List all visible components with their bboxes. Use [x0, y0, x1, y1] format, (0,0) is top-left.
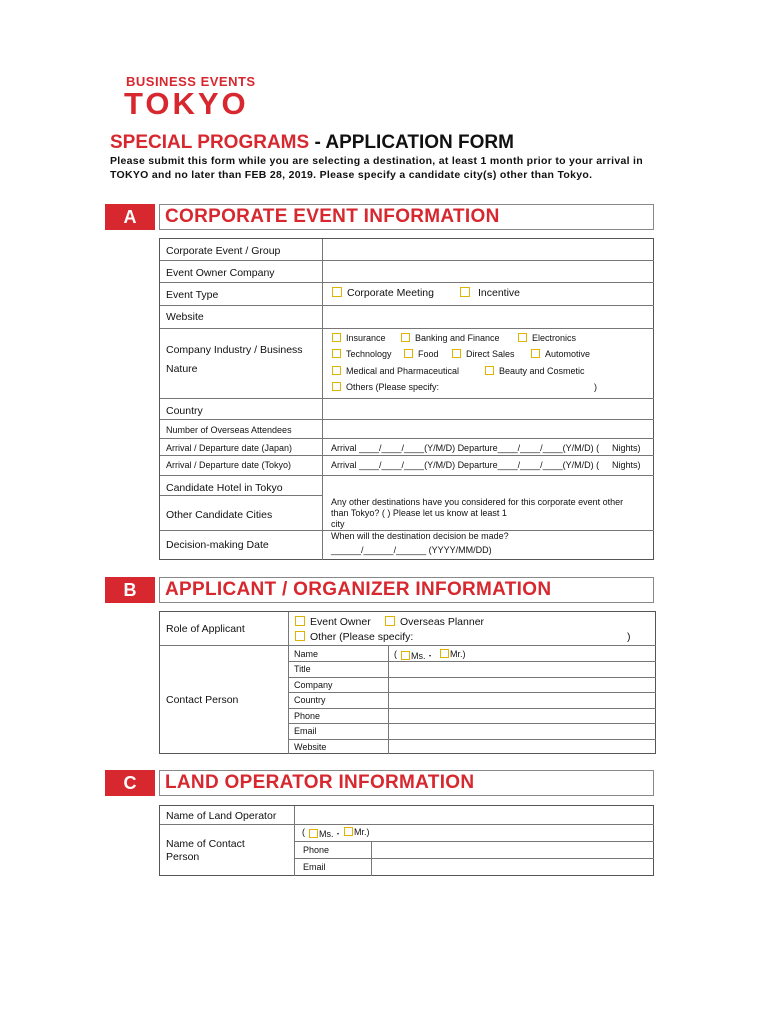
label-arrival-tokyo: Arrival / Departure date (Tokyo)	[166, 460, 292, 470]
industry-beauty[interactable]	[485, 366, 585, 376]
checkbox-label: Food	[418, 349, 439, 359]
section-b-letter: B	[105, 577, 155, 603]
checkbox-label: Technology	[346, 349, 392, 359]
role-other-close: )	[627, 631, 631, 643]
checkbox-icon	[309, 829, 318, 838]
industry-others[interactable]	[332, 382, 439, 392]
label-role: Role of Applicant	[166, 623, 245, 635]
checkbox-icon	[452, 349, 461, 358]
cities-text-1: Any other destinations have you considered for this corporate event other	[331, 497, 624, 507]
arrival-tokyo-nights: Nights)	[612, 460, 641, 470]
arrival-tokyo-line[interactable]: Arrival ____/____/____(Y/M/D) Departure____/____/____(Y/M/D) (	[331, 460, 600, 470]
checkbox-icon	[531, 349, 540, 358]
label-event-owner: Event Owner Company	[166, 267, 275, 279]
decision-text-2[interactable]: ______/______/______ (YYYY/MM/DD)	[331, 545, 492, 555]
form-title-rest: - APPLICATION FORM	[309, 132, 514, 153]
industry-direct-sales[interactable]	[452, 349, 515, 359]
checkbox-icon	[485, 366, 494, 375]
industry-banking[interactable]	[401, 333, 500, 343]
role-overseas-planner[interactable]	[385, 616, 484, 628]
industry-medical[interactable]	[332, 366, 459, 376]
section-c-table	[159, 805, 654, 876]
form-title	[110, 132, 514, 154]
checkbox-icon	[344, 827, 353, 836]
field-website: Website	[294, 742, 327, 752]
label-country: Country	[166, 405, 203, 417]
c-salutation-mr[interactable]	[344, 827, 370, 837]
checkbox-icon	[332, 287, 342, 297]
label-corporate-group: Corporate Event / Group	[166, 245, 281, 257]
section-b-table	[159, 611, 656, 754]
checkbox-label: Overseas Planner	[400, 616, 485, 628]
field-company: Company	[294, 680, 333, 690]
label-decision-date: Decision-making Date	[166, 539, 269, 551]
checkbox-label: Mr.)	[354, 827, 370, 837]
checkbox-label: Ms.・	[319, 829, 343, 839]
field-phone: Phone	[294, 711, 321, 721]
label-other-cities: Other Candidate Cities	[166, 509, 273, 521]
section-c-title: LAND OPERATOR INFORMATION	[159, 770, 654, 796]
form-title-red: SPECIAL PROGRAMS	[110, 132, 310, 153]
checkbox-label: Others (Please specify:	[346, 382, 440, 392]
industry-others-close: )	[594, 382, 597, 392]
c-salutation-ms[interactable]	[309, 827, 343, 840]
salutation-mr[interactable]	[440, 649, 466, 659]
checkbox-label: Other (Please specify:	[310, 631, 414, 643]
checkbox-label: Corporate Meeting	[347, 287, 434, 299]
c-field-phone: Phone	[303, 845, 330, 855]
checkbox-icon	[332, 349, 341, 358]
industry-food[interactable]	[404, 349, 439, 359]
checkbox-icon	[332, 382, 341, 391]
industry-technology[interactable]	[332, 349, 392, 359]
checkbox-icon	[404, 349, 413, 358]
section-a-letter: A	[105, 204, 155, 230]
field-email: Email	[294, 726, 317, 736]
c-field-email: Email	[303, 862, 326, 872]
checkbox-label: Banking and Finance	[415, 333, 500, 343]
c-salutation-open: (	[302, 827, 305, 837]
checkbox-icon	[295, 631, 305, 641]
industry-electronics[interactable]	[518, 333, 576, 343]
label-contact-person: Contact Person	[166, 694, 239, 706]
cities-text-3: city	[331, 519, 345, 529]
label-contact-2: Person	[166, 851, 200, 863]
logo-subtitle: BUSINESS EVENTS	[126, 74, 256, 89]
section-a-title: CORPORATE EVENT INFORMATION	[159, 204, 654, 230]
logo-title: TOKYO	[124, 86, 249, 121]
section-c-letter: C	[105, 770, 155, 796]
field-name: Name	[294, 649, 319, 659]
checkbox-label: Electronics	[532, 333, 577, 343]
arrival-japan-line[interactable]: Arrival ____/____/____(Y/M/D) Departure____/____/____(Y/M/D) (	[331, 443, 600, 453]
section-a-table	[159, 238, 654, 560]
checkbox-label: Incentive	[478, 287, 521, 299]
checkbox-label: Direct Sales	[466, 349, 515, 359]
label-website: Website	[166, 311, 204, 323]
cities-text-2: than Tokyo? ( ) Please let us know at least 1	[331, 508, 507, 518]
salutation-open: (	[394, 649, 397, 659]
label-attendees: Number of Overseas Attendees	[166, 425, 292, 435]
checkbox-icon	[385, 616, 395, 626]
checkbox-label: Event Owner	[310, 616, 371, 628]
event-type-incentive[interactable]	[460, 287, 520, 299]
checkbox-label: Medical and Pharmaceutical	[346, 366, 460, 376]
section-b-title: APPLICANT / ORGANIZER INFORMATION	[159, 577, 654, 603]
checkbox-icon	[460, 287, 470, 297]
intro-text: Please submit this form while you are selecting a destination, at least 1 month prior to your arrival in TOKYO and no later than FEB 28, 2019. Please specify a candidate city(s) other than Tokyo.	[110, 155, 643, 181]
label-land-operator: Name of Land Operator	[166, 810, 277, 822]
label-arrival-japan: Arrival / Departure date (Japan)	[166, 443, 293, 453]
checkbox-icon	[401, 651, 410, 660]
salutation-ms[interactable]	[401, 649, 435, 662]
checkbox-icon	[518, 333, 527, 342]
field-country: Country	[294, 695, 326, 705]
industry-automotive[interactable]	[531, 349, 590, 359]
checkbox-label: Insurance	[346, 333, 386, 343]
label-contact-1: Name of Contact	[166, 838, 245, 850]
label-event-type: Event Type	[166, 289, 219, 301]
label-industry-2: Nature	[166, 363, 198, 375]
event-type-corporate[interactable]	[332, 287, 434, 299]
checkbox-label: Ms.・	[411, 651, 435, 661]
label-hotel: Candidate Hotel in Tokyo	[166, 482, 283, 494]
role-other[interactable]	[295, 631, 413, 643]
checkbox-label: Beauty and Cosmetic	[499, 366, 585, 376]
checkbox-icon	[332, 333, 341, 342]
field-title: Title	[294, 664, 311, 674]
checkbox-icon	[401, 333, 410, 342]
checkbox-icon	[440, 649, 449, 658]
label-industry-1: Company Industry / Business	[166, 344, 303, 356]
checkbox-label: Mr.)	[450, 649, 466, 659]
checkbox-icon	[295, 616, 305, 626]
checkbox-label: Automotive	[545, 349, 591, 359]
decision-text-1: When will the destination decision be made?	[331, 531, 509, 541]
arrival-japan-nights: Nights)	[612, 443, 641, 453]
checkbox-icon	[332, 366, 341, 375]
industry-insurance[interactable]	[332, 333, 386, 343]
role-event-owner[interactable]	[295, 616, 371, 628]
